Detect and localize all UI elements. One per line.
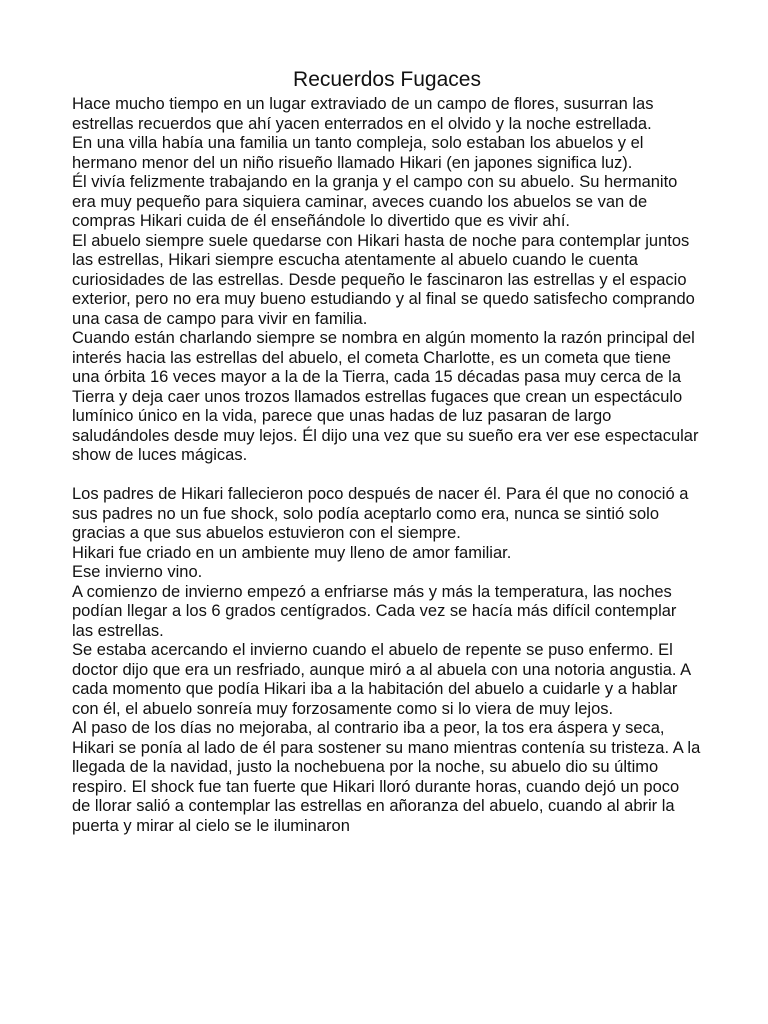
paragraph: A comienzo de invierno empezó a enfriarse más y más la temperatura, las noches podían llegar a los 6 grados centígrados. Cada vez se hacía más difícil contemplar las estrellas.: [72, 582, 677, 640]
paragraph: Se estaba acercando el invierno cuando el abuelo de repente se puso enfermo. El doctor dijo que era un resfriado, aunque miró a al abuela con una notoria angustia. A cada momento que podía Hikari iba a la habitación del abuelo a cuidarle y a hablar con él, el abuelo sonreía muy forzosamente como si lo viera de muy lejos.: [72, 641, 691, 718]
paragraph: Los padres de Hikari fallecieron poco después de nacer él. Para él que no conoció a sus padres no un fue shock, solo podía aceptarlo como era, nunca se sintió solo gracias a que sus abuelos estuvieron con el siempre.: [72, 485, 689, 542]
paragraph: Él vivía felizmente trabajando en la granja y el campo con su abuelo. Su hermanito era muy pequeño para siquiera caminar, aveces cuando los abuelos se van de compras Hikari cuida de él enseñándole lo divertido que es vivir ahí.: [72, 173, 678, 230]
paragraph: Al paso de los días no mejoraba, al contrario iba a peor, la tos era áspera y seca, Hikari se ponía al lado de él para sostener su mano mientras contenía su tristeza. A la llegada de la navidad, justo la nochebuena por la noche, su abuelo dio su último respiro. El shock fue tan fuerte que Hikari lloró durante horas, cuando dejó un poco de llorar salió a contemplar las estrellas en añoranza del abuelo, cuando al abrir la puerta y mirar al cielo se le iluminaron: [72, 719, 701, 835]
document-title: Recuerdos Fugaces: [293, 68, 481, 91]
paragraph: En una villa había una familia un tanto compleja, solo estaban los abuelos y el hermano menor del un niño risueño llamado Hikari (en japones significa luz).: [72, 134, 644, 172]
paragraph: Hikari fue criado en un ambiente muy lleno de amor familiar.: [72, 543, 512, 562]
paragraph: El abuelo siempre suele quedarse con Hikari hasta de noche para contemplar juntos las estrellas, Hikari siempre escucha atentamente al abuelo cuando le cuenta curiosidades de las estrellas. Desde pequeño le fascinaron las estrellas y el espacio exterior, pero no era muy bueno estudiando y al final se quedo satisfecho comprando una casa de campo para vivir en familia.: [72, 231, 695, 328]
paragraph: Cuando están charlando siempre se nombra en algún momento la razón principal del interés hacia las estrellas del abuelo, el cometa Charlotte, es un cometa que tiene una órbita 16 veces mayor a la de la Tierra, cada 15 décadas pasa muy cerca de la Tierra y deja caer unos trozos llamados estrellas fugaces que crean un espectáculo lumínico único en la vida, parece que unas hadas de luz pasaran de largo saludándoles desde muy lejos. Él dijo una vez que su sueño era ver ese espectacular show de luces mágicas.: [72, 329, 699, 464]
paragraph: Ese invierno vino.: [72, 563, 203, 581]
document-page: [72, 66, 702, 836]
paragraph: Hace mucho tiempo en un lugar extraviado de un campo de flores, susurran las estrellas recuerdos que ahí yacen enterrados en el olvido y la noche estrellada.: [72, 95, 654, 133]
